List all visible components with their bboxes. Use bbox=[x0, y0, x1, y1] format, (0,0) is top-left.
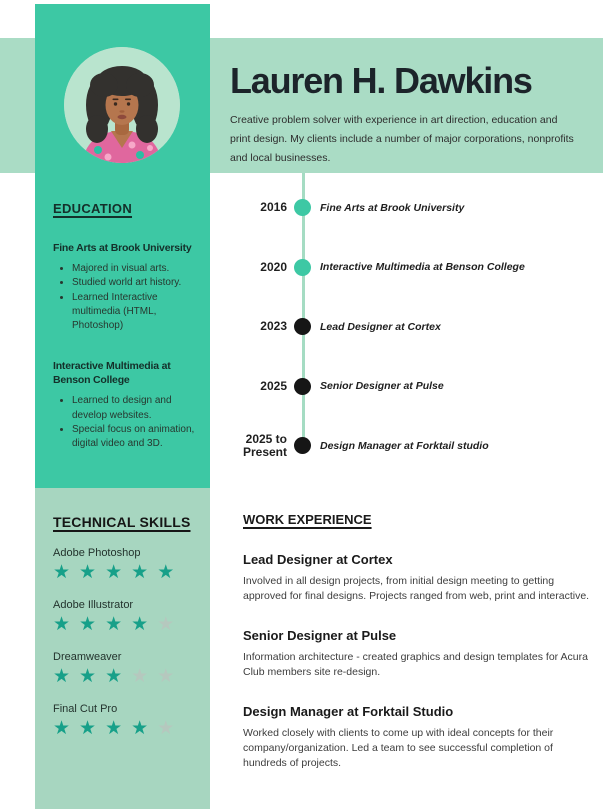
education-bullet: • Studied world art history. bbox=[72, 276, 205, 290]
skill-rating bbox=[53, 612, 200, 638]
star-filled-icon: ★ bbox=[131, 562, 158, 583]
education-bullet: • Majored in visual arts. bbox=[72, 262, 205, 276]
timeline-label: Senior Designer at Pulse bbox=[320, 380, 444, 393]
job-description: Involved in all design projects, from initial design meeting to getting approved for final designs. Projects ranged from web, print and interactive. bbox=[243, 575, 590, 602]
timeline-year: 2020 bbox=[260, 259, 287, 274]
timeline-dot-icon bbox=[294, 259, 311, 276]
job-title: Lead Designer at Cortex bbox=[243, 552, 393, 567]
portrait-mouth bbox=[118, 115, 127, 119]
star-empty-icon: ★ bbox=[157, 614, 184, 635]
star-empty-icon: ★ bbox=[131, 666, 158, 687]
timeline-year: 2016 bbox=[260, 200, 287, 215]
skill-name: Final Cut Pro bbox=[53, 703, 118, 715]
star-filled-icon: ★ bbox=[105, 614, 132, 635]
job-entry bbox=[243, 628, 591, 680]
skill-item bbox=[53, 547, 200, 586]
timeline-label: Interactive Multimedia at Benson College bbox=[320, 261, 525, 274]
job-title: Design Manager at Forktail Studio bbox=[243, 704, 454, 719]
education-bullet: • Learned to design and develop websites. bbox=[72, 394, 205, 423]
education-section bbox=[53, 201, 205, 478]
star-filled-icon: ★ bbox=[157, 562, 184, 583]
star-filled-icon: ★ bbox=[79, 718, 106, 739]
skill-name: Adobe Photoshop bbox=[53, 547, 141, 559]
timeline-label: Fine Arts at Brook University bbox=[320, 201, 465, 214]
profile-photo bbox=[64, 47, 180, 163]
timeline-dot-icon bbox=[294, 199, 311, 216]
job-entry bbox=[243, 704, 591, 771]
timeline-year: 2025 to Present bbox=[242, 431, 287, 459]
star-filled-icon: ★ bbox=[131, 614, 158, 635]
education-entry bbox=[53, 241, 205, 333]
star-filled-icon: ★ bbox=[79, 666, 106, 687]
skills-heading: TECHNICAL SKILLS bbox=[53, 514, 191, 530]
portrait-illustration bbox=[64, 47, 180, 163]
timeline-dot-icon bbox=[294, 437, 311, 454]
star-filled-icon: ★ bbox=[79, 614, 106, 635]
star-filled-icon: ★ bbox=[53, 666, 80, 687]
left-column bbox=[35, 4, 210, 488]
education-bullet: • Learned Interactive multimedia (HTML, Photoshop) bbox=[72, 291, 205, 334]
education-bullet-list bbox=[53, 262, 205, 333]
education-entry-title: Interactive Multimedia at Benson College bbox=[53, 360, 171, 387]
education-entry bbox=[53, 359, 205, 451]
star-filled-icon: ★ bbox=[53, 562, 80, 583]
star-filled-icon: ★ bbox=[105, 562, 132, 583]
work-heading: WORK EXPERIENCE bbox=[243, 512, 372, 527]
job-title: Senior Designer at Pulse bbox=[243, 628, 397, 643]
education-heading: EDUCATION bbox=[53, 201, 133, 216]
star-filled-icon: ★ bbox=[105, 718, 132, 739]
star-filled-icon: ★ bbox=[53, 614, 80, 635]
skill-rating bbox=[53, 716, 200, 742]
job-description: Information architecture - created graphics and design templates for Acura Club members site re-design. bbox=[243, 651, 588, 678]
timeline bbox=[230, 178, 603, 476]
education-entry-title: Fine Arts at Brook University bbox=[53, 242, 192, 254]
timeline-dot-icon bbox=[294, 318, 311, 335]
star-filled-icon: ★ bbox=[105, 666, 132, 687]
education-bullet-list bbox=[53, 394, 205, 451]
skill-item bbox=[53, 651, 200, 690]
star-filled-icon: ★ bbox=[131, 718, 158, 739]
job-entry bbox=[243, 552, 591, 604]
timeline-item bbox=[230, 297, 603, 357]
timeline-item bbox=[230, 178, 603, 238]
header-text-block bbox=[230, 60, 582, 168]
job-description: Worked closely with clients to come up with ideal concepts for their company/organization. Led a team to see successful completion of hundreds of projects. bbox=[243, 727, 554, 769]
education-bullet: • Special focus on animation, digital video and 3D. bbox=[72, 423, 205, 452]
skill-rating bbox=[53, 664, 200, 690]
star-filled-icon: ★ bbox=[53, 718, 80, 739]
skill-item bbox=[53, 599, 200, 638]
timeline-label: Lead Designer at Cortex bbox=[320, 320, 441, 333]
timeline-year: 2025 bbox=[260, 378, 287, 393]
person-name: Lauren H. Dawkins bbox=[230, 60, 532, 101]
portrait-nose bbox=[120, 110, 125, 112]
skill-name: Adobe Illustrator bbox=[53, 599, 134, 611]
skill-name: Dreamweaver bbox=[53, 651, 122, 663]
work-experience-section bbox=[243, 512, 591, 795]
timeline-year: 2023 bbox=[260, 319, 287, 334]
skills-section bbox=[35, 488, 210, 809]
summary-text: Creative problem solver with experience in art direction, education and print design. My clients include a number of major corporations, nonprofits and local businesses. bbox=[230, 114, 574, 164]
timeline-label: Design Manager at Forktail studio bbox=[320, 439, 489, 452]
star-empty-icon: ★ bbox=[157, 718, 184, 739]
skill-item bbox=[53, 703, 200, 742]
timeline-item bbox=[230, 238, 603, 298]
timeline-item bbox=[230, 357, 603, 417]
star-empty-icon: ★ bbox=[157, 666, 184, 687]
timeline-item bbox=[230, 416, 603, 476]
star-filled-icon: ★ bbox=[79, 562, 106, 583]
timeline-dot-icon bbox=[294, 378, 311, 395]
skill-rating bbox=[53, 560, 200, 586]
